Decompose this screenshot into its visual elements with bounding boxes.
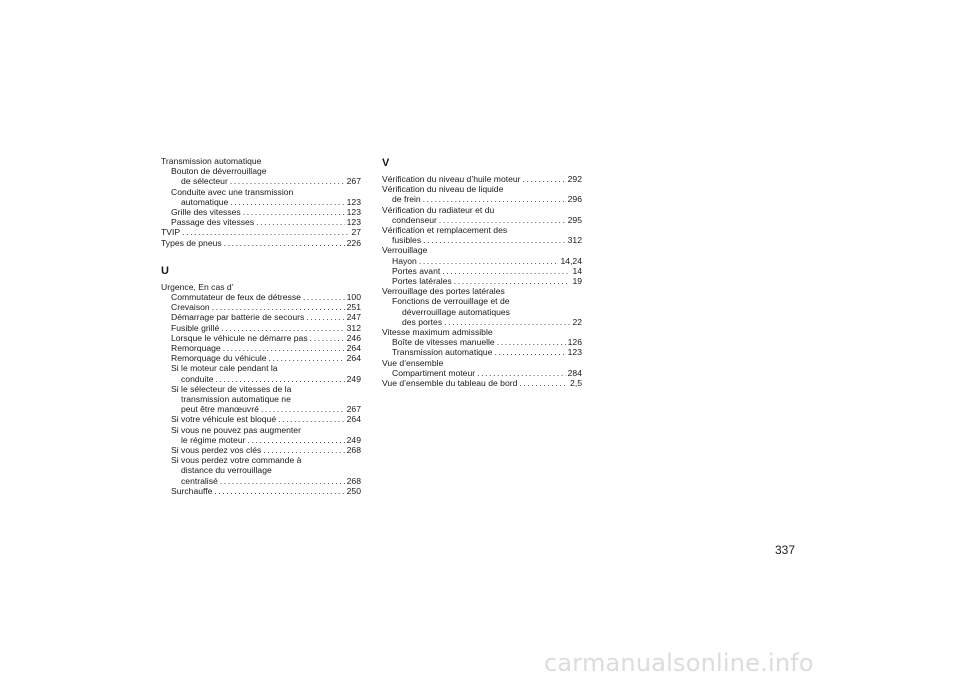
dot-leader — [278, 414, 345, 424]
index-entry-text: conduite — [181, 373, 214, 384]
index-entry-page: 27 — [351, 227, 361, 238]
index-entry-text: Commutateur de feux de détresse — [171, 292, 301, 303]
index-entry-page: 246 — [346, 332, 361, 343]
index-entry-text: Vérification du niveau d’huile moteur — [382, 174, 521, 184]
index-entry-text: Vérification et remplacement des — [382, 225, 508, 236]
index-entry-text: distance du verrouillage — [181, 465, 272, 476]
index-entry — [382, 296, 582, 306]
index-entry — [382, 194, 582, 204]
index-entry — [382, 358, 582, 368]
index-column-left — [161, 156, 361, 496]
index-entry-text: Vitesse maximum admissible — [382, 327, 493, 338]
index-entry-page: 123 — [346, 196, 361, 207]
index-entry — [161, 333, 361, 343]
index-entry — [382, 317, 582, 327]
index-entry — [382, 307, 582, 317]
index-entry — [161, 425, 361, 435]
index-entry-page: 100 — [346, 292, 361, 303]
index-entry-text: fusibles — [392, 235, 422, 246]
dot-leader — [220, 476, 345, 486]
index-entry-text: de frein — [392, 194, 421, 205]
dot-leader — [439, 215, 566, 225]
index-entry-page: 264 — [346, 343, 361, 354]
index-entry-text: Transmission automatique — [161, 156, 262, 166]
index-entry — [382, 276, 582, 286]
index-entry-page: 249 — [346, 373, 361, 384]
index-entry — [382, 205, 582, 215]
index-entry-page: 123 — [567, 347, 582, 358]
index-entry — [382, 215, 582, 225]
dot-leader — [442, 266, 570, 276]
index-entry — [161, 292, 361, 302]
index-entry — [382, 184, 582, 194]
dot-leader — [243, 207, 345, 217]
index-entry-text: Portes latérales — [392, 276, 452, 287]
index-entry — [161, 455, 361, 465]
dot-leader — [256, 217, 345, 227]
index-entry-text: automatique — [181, 196, 229, 207]
index-entry — [161, 414, 361, 424]
dot-leader — [303, 292, 345, 302]
index-entry-text: Si le moteur cale pendant la — [171, 363, 278, 374]
dot-leader — [230, 176, 345, 186]
index-entry-text: Hayon — [392, 255, 417, 266]
index-entry-text: Vue d’ensemble — [382, 357, 444, 368]
index-entry — [161, 363, 361, 373]
index-entry-page: 250 — [346, 485, 361, 496]
dot-leader — [444, 317, 570, 327]
index-entry-page: 312 — [567, 235, 582, 246]
index-entry-text: Lorsque le véhicule ne démarre pas — [171, 332, 308, 343]
index-entry-text: Urgence, En cas d’ — [161, 281, 234, 292]
dot-leader — [419, 256, 559, 266]
dot-leader — [247, 435, 344, 445]
index-entry-page: 126 — [567, 337, 582, 348]
index-entry-text: condenseur — [392, 214, 437, 225]
index-entry-text: Démarrage par batterie de secours — [171, 312, 305, 323]
index-entry-text: Passage des vitesses — [171, 217, 255, 228]
index-entry — [161, 435, 361, 445]
index-entries-t — [161, 156, 361, 248]
index-entry-page: 268 — [346, 445, 361, 456]
index-entry-text: Si vous ne pouvez pas augmenter — [171, 424, 301, 435]
index-entry — [161, 374, 361, 384]
dot-leader — [212, 302, 345, 312]
index-entry — [382, 225, 582, 235]
index-entry-text: Transmission automatique — [392, 347, 493, 358]
index-entry — [382, 286, 582, 296]
index-entry — [161, 197, 361, 207]
index-entry-page: 14,24 — [560, 255, 582, 266]
index-entry — [161, 465, 361, 475]
index-entry — [161, 176, 361, 186]
dot-leader — [477, 368, 566, 378]
index-entry-text: Compartiment moteur — [392, 367, 476, 378]
index-entry-text: Surchauffe — [171, 485, 213, 496]
index-entry — [161, 282, 361, 292]
index-entry — [382, 378, 582, 388]
section-letter-u: U — [161, 264, 169, 277]
index-entry-page: 295 — [567, 214, 582, 225]
index-entry — [161, 156, 361, 166]
index-entry — [382, 174, 582, 184]
index-entry — [161, 476, 361, 486]
dot-leader — [423, 194, 566, 204]
dot-leader — [216, 374, 345, 384]
index-entry-text: des portes — [402, 316, 443, 327]
index-entry-page: 2,5 — [570, 378, 582, 389]
index-entry — [382, 337, 582, 347]
index-entry-page: 14 — [572, 265, 582, 276]
index-entry-text: peut être manœuvré — [181, 404, 259, 415]
index-entry — [161, 187, 361, 197]
section-letter-v: V — [382, 157, 390, 169]
index-entry — [161, 384, 361, 394]
index-entry — [161, 394, 361, 404]
index-entry-page: 123 — [346, 207, 361, 218]
index-entry-text: le régime moteur — [181, 434, 246, 445]
dot-leader — [523, 174, 566, 184]
index-entry — [382, 266, 582, 276]
dot-leader — [306, 312, 344, 322]
index-entry-text: Bouton de déverrouillage — [171, 166, 267, 177]
index-entry — [161, 238, 361, 248]
index-entry-text: Si votre véhicule est bloqué — [171, 414, 277, 425]
index-entry-text: Si vous perdez votre commande à — [171, 455, 302, 466]
index-entries-u — [161, 282, 361, 496]
dot-leader — [224, 238, 345, 248]
dot-leader — [230, 197, 344, 207]
index-entry-text: Vérification du niveau de liquide — [382, 184, 504, 195]
index-entry-page: 267 — [346, 176, 361, 187]
index-entry — [161, 227, 361, 237]
index-entry — [382, 245, 582, 255]
index-entry-text: Conduite avec une transmission — [171, 186, 294, 197]
index-entry-text: Portes avant — [392, 265, 441, 276]
index-entry-text: Vérification du radiateur et du — [382, 204, 495, 215]
page-number: 337 — [775, 543, 796, 557]
index-entry-page: 264 — [346, 414, 361, 425]
index-entry — [161, 353, 361, 363]
index-entry — [161, 445, 361, 455]
index-entry-page: 267 — [346, 404, 361, 415]
index-entry — [161, 404, 361, 414]
index-entry-text: Grille des vitesses — [171, 207, 241, 218]
index-entry-page: 296 — [567, 194, 582, 205]
index-entry-text: Verrouillage des portes latérales — [382, 286, 505, 297]
dot-leader — [519, 378, 568, 388]
index-entry-text: Si le sélecteur de vitesses de la — [171, 383, 292, 394]
index-entry-text: Fonctions de verrouillage et de — [392, 296, 510, 307]
index-entry-text: Verrouillage — [382, 245, 428, 256]
index-entry — [382, 235, 582, 245]
index-entry-page: 268 — [346, 475, 361, 486]
index-entry-page: 251 — [346, 302, 361, 313]
index-entry-text: Remorquage du véhicule — [171, 353, 267, 364]
index-entry-page: 249 — [346, 434, 361, 445]
index-entry-text: déverrouillage automatiques — [402, 306, 510, 317]
index-entries-v — [382, 174, 582, 388]
index-entry — [161, 217, 361, 227]
index-entry — [161, 207, 361, 217]
dot-leader — [214, 486, 344, 496]
index-entry-page: 22 — [572, 316, 582, 327]
index-entry-page: 292 — [567, 174, 582, 184]
index-entry-text: Crevaison — [171, 302, 210, 313]
index-entry-page: 226 — [346, 237, 361, 248]
dot-leader — [494, 347, 565, 357]
index-entry-text: Vue d’ensemble du tableau de bord — [382, 378, 518, 389]
dot-leader — [423, 235, 566, 245]
dot-leader — [223, 343, 345, 353]
index-entry-page: 123 — [346, 217, 361, 228]
index-entry-page: 312 — [346, 322, 361, 333]
index-entry — [161, 323, 361, 333]
index-entry — [382, 327, 582, 337]
index-entry-text: Boîte de vitesses manuelle — [392, 337, 495, 348]
dot-leader — [454, 276, 571, 286]
index-entry-text: transmission automatique ne — [181, 394, 291, 405]
dot-leader — [182, 227, 349, 237]
index-entry — [161, 486, 361, 496]
dot-leader — [497, 337, 566, 347]
index-entry — [382, 368, 582, 378]
dot-leader — [263, 445, 344, 455]
index-entry — [161, 302, 361, 312]
index-entry-page: 284 — [567, 367, 582, 378]
index-entry-text: centralisé — [181, 475, 218, 486]
index-entry-text: Si vous perdez vos clés — [171, 445, 262, 456]
index-entry-text: TVIP — [161, 227, 181, 238]
index-entry-text: Remorquage — [171, 343, 221, 354]
index-column-right — [382, 156, 582, 388]
index-entry-text: Types de pneus — [161, 237, 222, 248]
index-entry-page: 264 — [346, 353, 361, 364]
dot-leader — [261, 404, 345, 414]
index-entry-page: 247 — [346, 312, 361, 323]
index-entry — [161, 312, 361, 322]
index-entry — [382, 256, 582, 266]
dot-leader — [269, 353, 345, 363]
index-entry — [161, 166, 361, 176]
dot-leader — [310, 333, 345, 343]
index-entry — [161, 343, 361, 353]
index-entry-text: Fusible grillé — [171, 322, 220, 333]
index-entry — [382, 347, 582, 357]
index-entry-text: de sélecteur — [181, 176, 228, 187]
dot-leader — [221, 323, 344, 333]
index-entry-page: 19 — [572, 276, 582, 287]
watermark-text: carmanualsonline.info — [544, 649, 814, 677]
